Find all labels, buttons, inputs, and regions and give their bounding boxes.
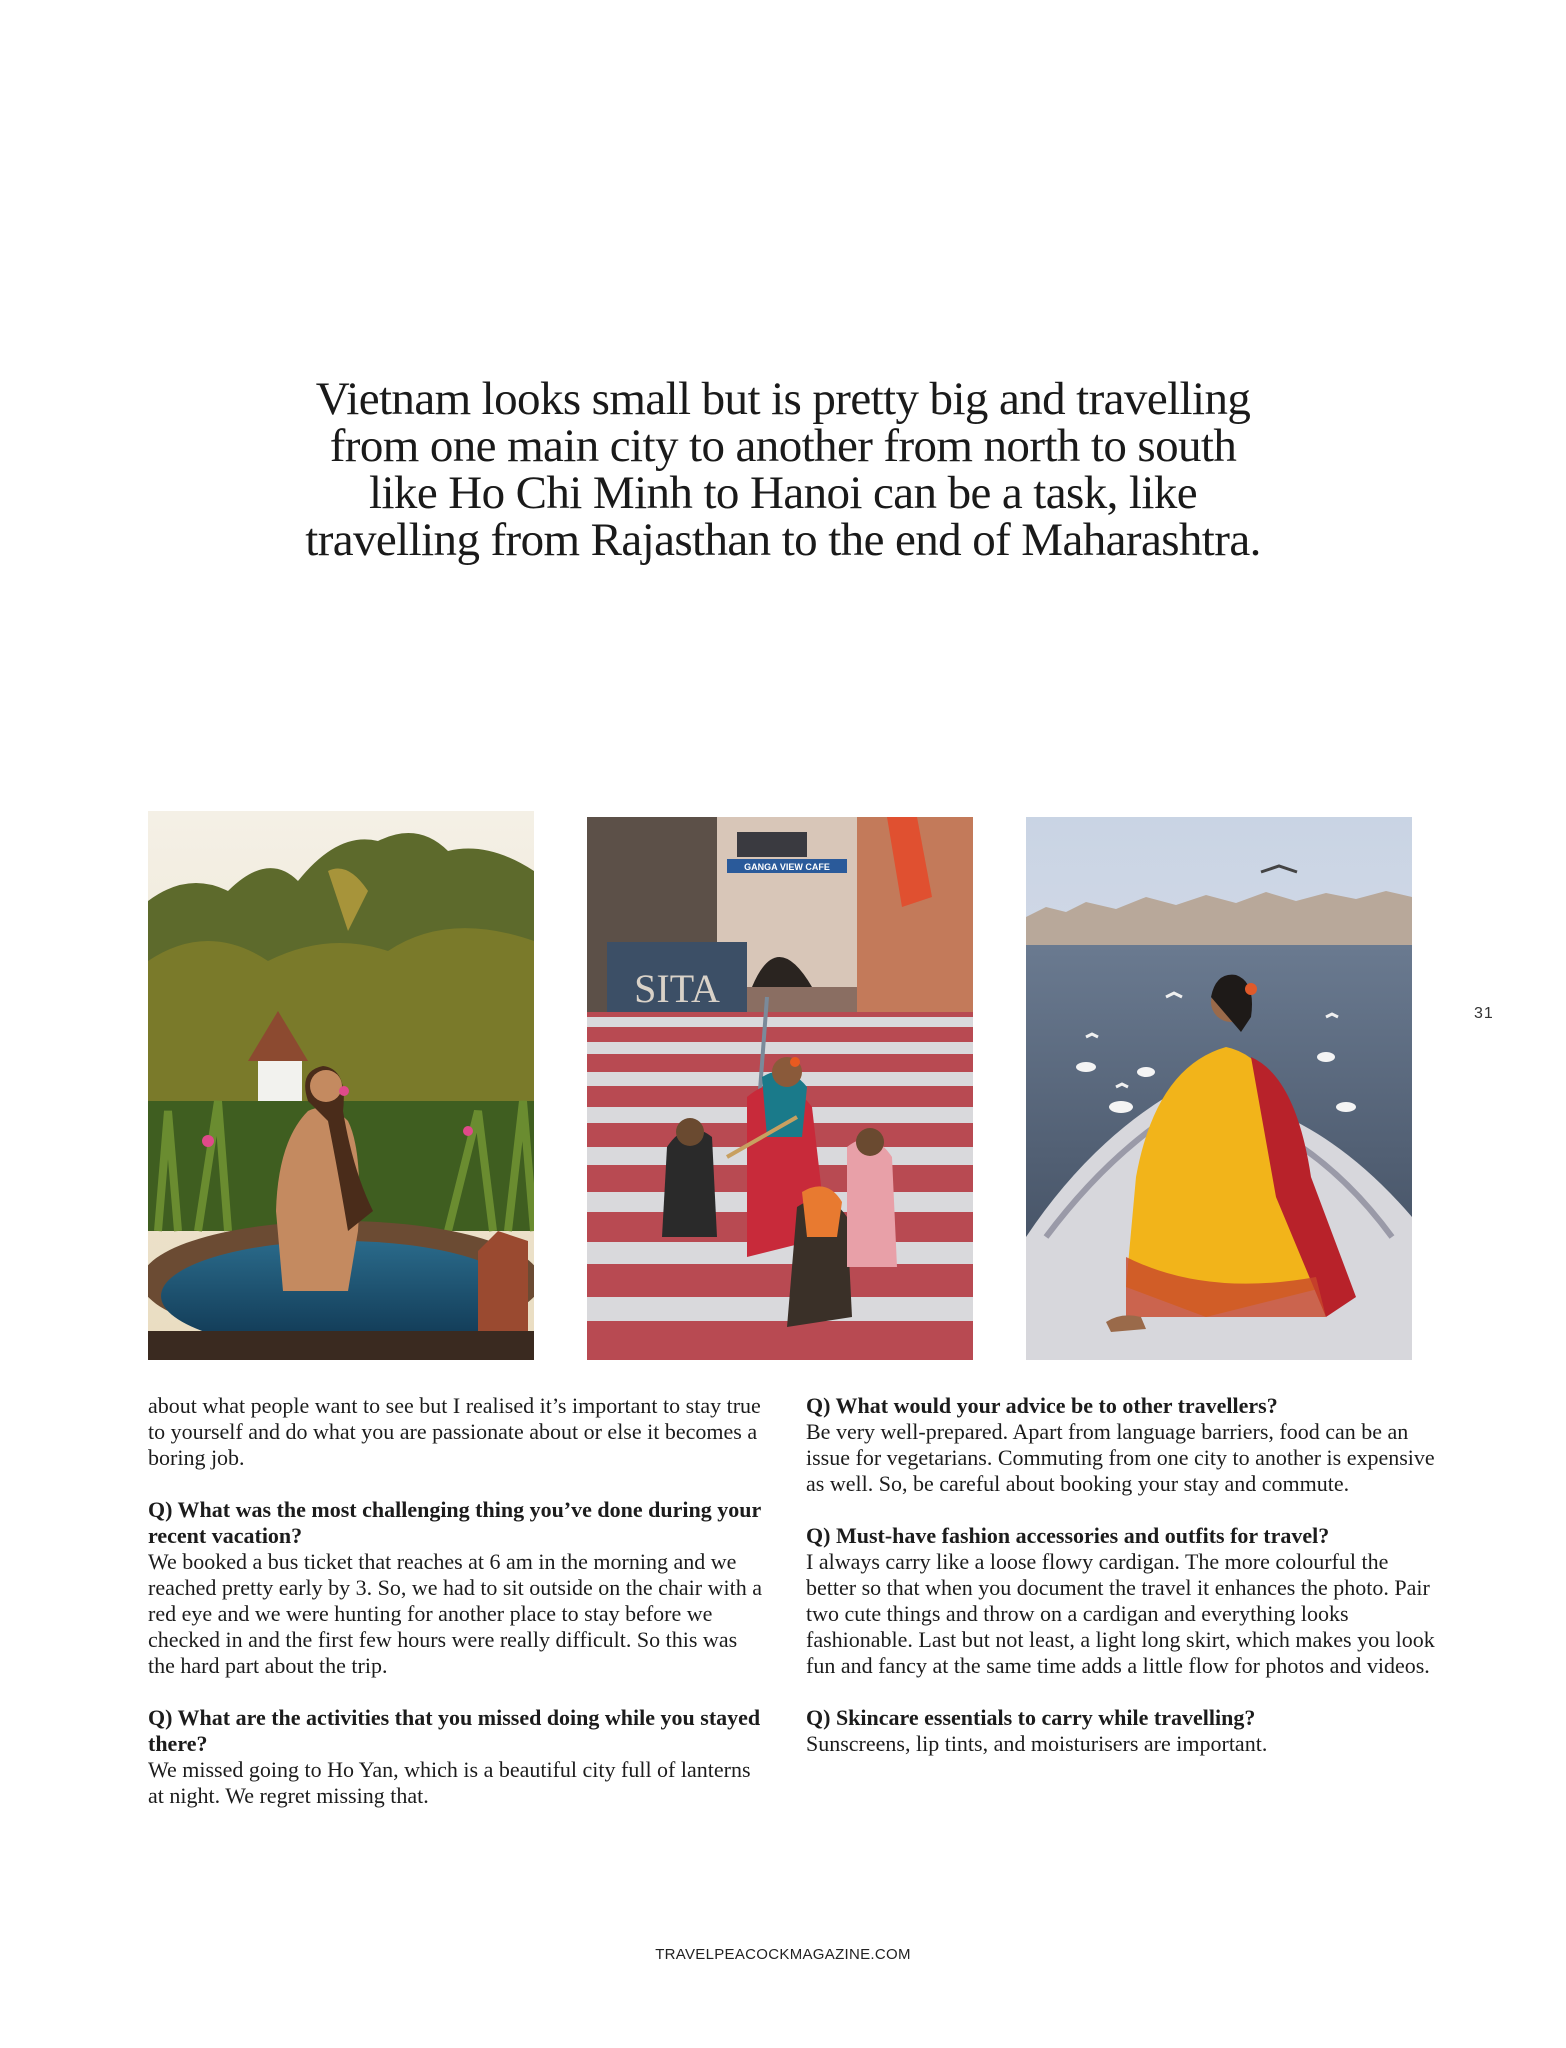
qa-item — [148, 1497, 768, 1679]
photo-hot-tub — [148, 811, 534, 1360]
question: Q) What are the activities that you missed doing while you stayed there? — [148, 1705, 761, 1756]
question: Q) Must-have fashion accessories and outfits for travel? — [806, 1523, 1330, 1548]
answer: Be very well-prepared. Apart from language barriers, food can be an issue for vegetarians. Commuting from one city to another is expensive as well. So, be careful about booking your stay and commute. — [806, 1419, 1435, 1496]
answer: Sunscreens, lip tints, and moisturisers are important. — [806, 1731, 1268, 1756]
answer: I always carry like a loose flowy cardigan. The more colourful the better so that when you document the travel it enhances the photo. Pair two cute things and throw on a cardigan and everything looks fashionable. Last but not least, a light long skirt, which makes you look fun and fancy at the same time adds a little flow for photos and videos. — [806, 1549, 1435, 1678]
question: Q) Skincare essentials to carry while travelling? — [806, 1705, 1256, 1730]
answer: We booked a bus ticket that reaches at 6 am in the morning and we reached pretty early by 3. So, we had to sit outside on the chair with a red eye and we were hunting for another place to stay before we checked in and the first few hours were really difficult. So this was the hard part about the trip. — [148, 1549, 762, 1678]
pull-quote: Vietnam looks small but is pretty big and travelling from one main city to another from north to south like Ho Chi Minh to Hanoi can be a task, like travelling from Rajasthan to the end of Maharashtra. — [305, 373, 1261, 566]
footer-website[interactable]: TRAVELPEACOCKMAGAZINE.COM — [655, 1946, 911, 1963]
question: Q) What was the most challenging thing you’ve done during your recent vacation? — [148, 1497, 761, 1548]
photo-boat-river — [1026, 817, 1412, 1360]
sita-sign: SITA — [634, 966, 720, 1011]
intro-paragraph: about what people want to see but I realised it’s important to stay true to yourself and do what you are passionate about or else it becomes a boring job. — [148, 1393, 761, 1470]
article-right-column — [806, 1393, 1436, 1783]
qa-item — [806, 1393, 1436, 1497]
cafe-sign: GANGA VIEW CAFE — [744, 862, 830, 872]
woman-in-saree-on-boat-photo — [1026, 817, 1412, 1360]
qa-item — [806, 1705, 1436, 1757]
question: Q) What would your advice be to other travellers? — [806, 1393, 1278, 1418]
page-number: 31 — [1474, 1005, 1494, 1022]
qa-item — [806, 1523, 1436, 1679]
woman-in-hot-tub-photo — [148, 811, 534, 1360]
photo-ghat-steps — [587, 817, 973, 1360]
woman-on-ghat-steps-with-children-photo — [587, 817, 973, 1360]
article-left-column — [148, 1393, 768, 1835]
qa-item — [148, 1705, 768, 1809]
answer: We missed going to Ho Yan, which is a beautiful city full of lanterns at night. We regret missing that. — [148, 1757, 751, 1808]
